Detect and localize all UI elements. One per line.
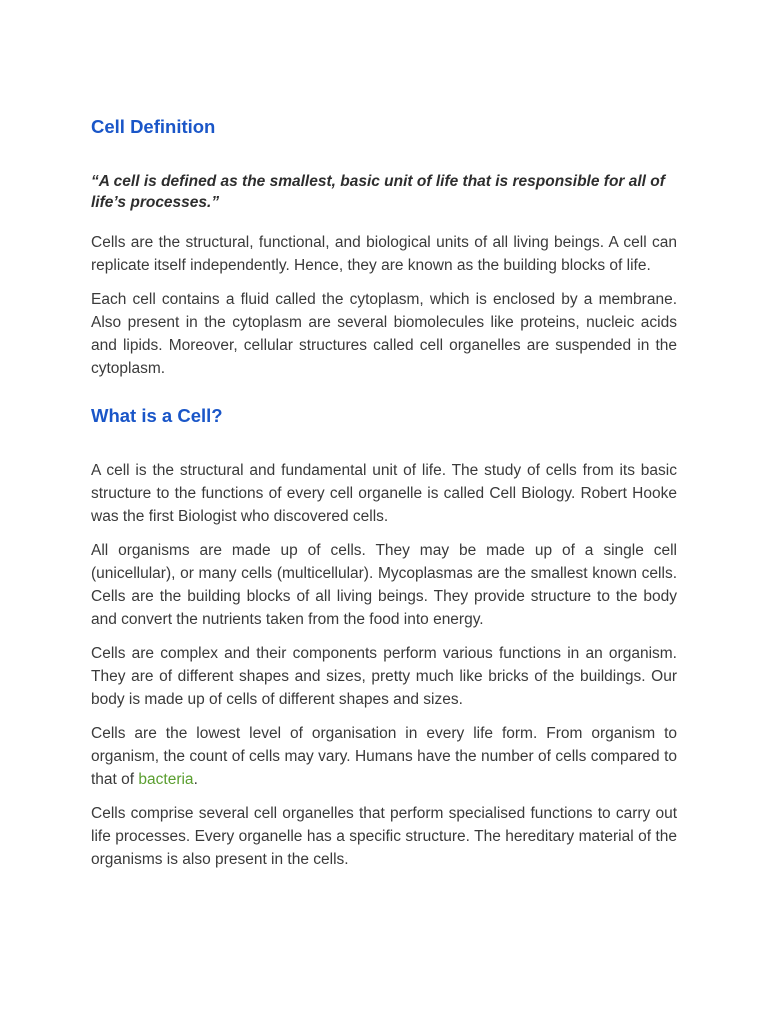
definition-quote: “A cell is defined as the smallest, basic unit of life that is responsible for all of life’s processes.” xyxy=(91,173,665,211)
paragraph-3: A cell is the structural and fundamental unit of life. The study of cells from its basic structure to the functions of every cell organelle is called Cell Biology. Robert Hooke was the first Biologist who discovered cells. xyxy=(91,462,677,525)
paragraph-1: Cells are the structural, functional, and biological units of all living beings. A cell can replicate itself independently. Hence, they are known as the building blocks of life. xyxy=(91,234,677,274)
heading-cell-definition: Cell Definition xyxy=(91,116,216,137)
paragraph-6-text: Cells are the lowest level of organisation in every life form. From organism to organism, the count of cells may vary. Humans have the number of cells compared to that of xyxy=(91,725,677,788)
bacteria-link[interactable]: bacteria xyxy=(138,771,194,788)
paragraph-7: Cells comprise several cell organelles that perform specialised functions to carry out life processes. Every organelle has a specific structure. The hereditary material of the organisms is also present in the cells. xyxy=(91,805,677,868)
heading-what-is-a-cell: What is a Cell? xyxy=(91,405,223,426)
paragraph-6 xyxy=(91,722,677,791)
paragraph-6-end: . xyxy=(193,771,198,788)
paragraph-2: Each cell contains a fluid called the cytoplasm, which is enclosed by a membrane. Also present in the cytoplasm are several biomolecules like proteins, nucleic acids and lipids. Moreover, cellular structures called cell organelles are suspended in the cytoplasm. xyxy=(91,291,677,377)
paragraph-4: All organisms are made up of cells. They may be made up of a single cell (unicellular), or many cells (multicellular). Mycoplasmas are the smallest known cells. Cells are the building blocks of all living beings. They provide structure to the body and convert the nutrients taken from the food into energy. xyxy=(91,542,677,628)
paragraph-5: Cells are complex and their components perform various functions in an organism. They are of different shapes and sizes, pretty much like bricks of the buildings. Our body is made up of cells of different shapes and sizes. xyxy=(91,645,677,708)
